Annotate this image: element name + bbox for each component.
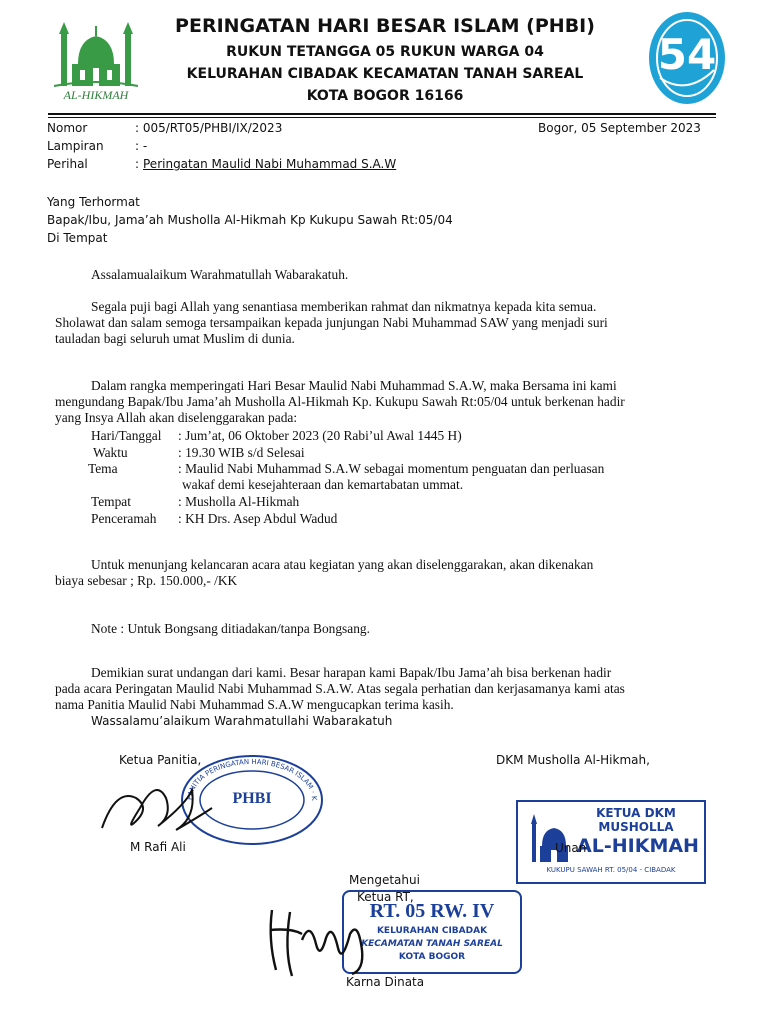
detail-label-theme: Tema [88,461,118,476]
detail-value-place: : Musholla Al-Hikmah [178,494,300,509]
left-signer-title: Ketua Panitia, [119,753,202,767]
detail-label-date: Hari/Tanggal [91,428,162,443]
org-kelurahan: KELURAHAN CIBADAK KECAMATAN TANAH SAREAL [186,66,584,82]
perihal-label: Perihal [47,157,88,171]
right-signer-title: DKM Musholla Al-Hikmah, [496,753,650,767]
detail-label-place: Tempat [91,494,131,509]
right-signer-name: Unan [555,841,587,855]
acknowledged-label: Mengetahui [349,873,420,887]
rt-stamp-line2: KELURAHAN CIBADAK [376,926,488,936]
detail-label-time: Waktu [93,445,128,460]
dkm-stamp-line1: KETUA DKM [596,806,676,820]
rt-head-name: Karna Dinata [346,975,425,989]
paragraph-3-line-1: Untuk menunjang kelancaran acara atau kegiatan yang akan diselenggarakan, akan dikenakan [91,557,594,572]
rt-stamp-line3: KECAMATAN TANAH SAREAL [361,939,503,949]
paragraph-1-line-3: tauladan bagi seluruh umat Muslim di dunia. [55,331,295,346]
lampiran-value: : - [135,139,148,153]
left-signature [96,768,216,840]
org-title: PERINGATAN HARI BESAR ISLAM (PHBI) [175,15,595,37]
header-rule-thick [48,113,716,115]
perihal-value: Peringatan Maulid Nabi Muhammad S.A.W [143,157,397,171]
rt-head-title: Ketua RT, [357,890,414,904]
detail-value-theme-cont: wakaf demi kesejahteraan dan kemartabatan ummat. [182,477,464,492]
left-signer-name: M Rafi Ali [130,840,186,854]
place-date: Bogor, 05 September 2023 [538,121,701,135]
phbi-stamp-ring-text: PANITIA PERINGATAN HARI BESAR ISLAM · K [185,757,319,801]
dkm-stamp [516,800,706,884]
paragraph-2-line-3: yang Insya Allah akan diselenggarakan pada: [55,410,298,425]
recipient-salutation: Yang Terhormat [47,195,140,209]
paragraph-4-line-1: Demikian surat undangan dari kami. Besar harapan kami Bapak/Ibu Jama’ah bisa berkenan hadir [91,665,612,680]
recipient-name: Bapak/Ibu, Jama’ah Musholla Al-Hikmah Kp Kukupu Sawah Rt:05/04 [47,213,453,227]
paragraph-2-line-2: mengundang Bapak/Ibu Jama’ah Musholla Al-Hikmah Kp. Kukupu Sawah Rt:05/04 untuk berkenan hadir [55,394,625,409]
detail-value-speaker: : KH Drs. Asep Abdul Wadud [178,511,338,526]
dkm-stamp-line4: KUKUPU SAWAH RT. 05/04 - CIBADAK [546,866,676,874]
lampiran-label: Lampiran [47,139,104,153]
detail-value-time: : 19.30 WIB s/d Selesai [178,445,305,460]
detail-label-speaker: Penceramah [91,511,157,526]
paragraph-3-line-2: biaya sebesar ; Rp. 150.000,- /KK [55,573,238,588]
right-logo [646,8,728,108]
recipient-place: Di Tempat [47,231,108,245]
closing-salutation: Wassalamu’alaikum Warahmatullahi Wabarakatuh [91,714,393,728]
org-rt-rw: RUKUN TETANGGA 05 RUKUN WARGA 04 [226,44,544,60]
paragraph-4-line-3: nama Panitia Maulid Nabi Muhammad S.A.W mengucapkan terima kasih. [55,697,454,712]
perihal-colon: : [135,157,140,171]
right-logo-text: 54 [657,30,717,79]
dkm-stamp-line2: MUSHOLLA [598,820,674,834]
note: Note : Untuk Bongsang ditiadakan/tanpa Bongsang. [91,621,370,636]
header-rule-thin [48,117,716,118]
detail-value-theme: : Maulid Nabi Muhammad S.A.W sebagai momentum penguatan dan perluasan [178,461,605,476]
phbi-stamp-center: PHBI [232,790,272,807]
left-logo [50,12,142,104]
left-logo-text: AL-HIKMAH [63,88,129,102]
org-city: KOTA BOGOR 16166 [306,88,464,104]
nomor-value: : 005/RT05/PHBI/IX/2023 [135,121,283,135]
detail-value-date: : Jum’at, 06 Oktober 2023 (20 Rabi’ul Awal 1445 H) [178,428,462,443]
nomor-label: Nomor [47,121,88,135]
dkm-mosque-icon [528,806,574,866]
rt-stamp-line1: RT. 05 RW. IV [369,900,495,922]
paragraph-4-line-2: pada acara Peringatan Maulid Nabi Muhammad S.A.W. Atas segala perhatian dan kerjasamanya kami atas [55,681,625,696]
greeting: Assalamualaikum Warahmatullah Wabarakatuh. [91,267,349,282]
dkm-stamp-line3: AL-HIKMAH [577,835,699,857]
paragraph-1-line-1: Segala puji bagi Allah yang senantiasa memberikan rahmat dan nikmatnya kepada kita semua. [91,299,597,314]
center-signature [262,900,372,982]
paragraph-1-line-2: Sholawat dan salam semoga tersampaikan kepada junjungan Nabi Muhammad SAW yang menjadi suri [55,315,608,330]
paragraph-2-line-1: Dalam rangka memperingati Hari Besar Maulid Nabi Muhammad S.A.W, maka Bersama ini kami [91,378,617,393]
rt-stamp-line4: KOTA BOGOR [398,952,466,962]
